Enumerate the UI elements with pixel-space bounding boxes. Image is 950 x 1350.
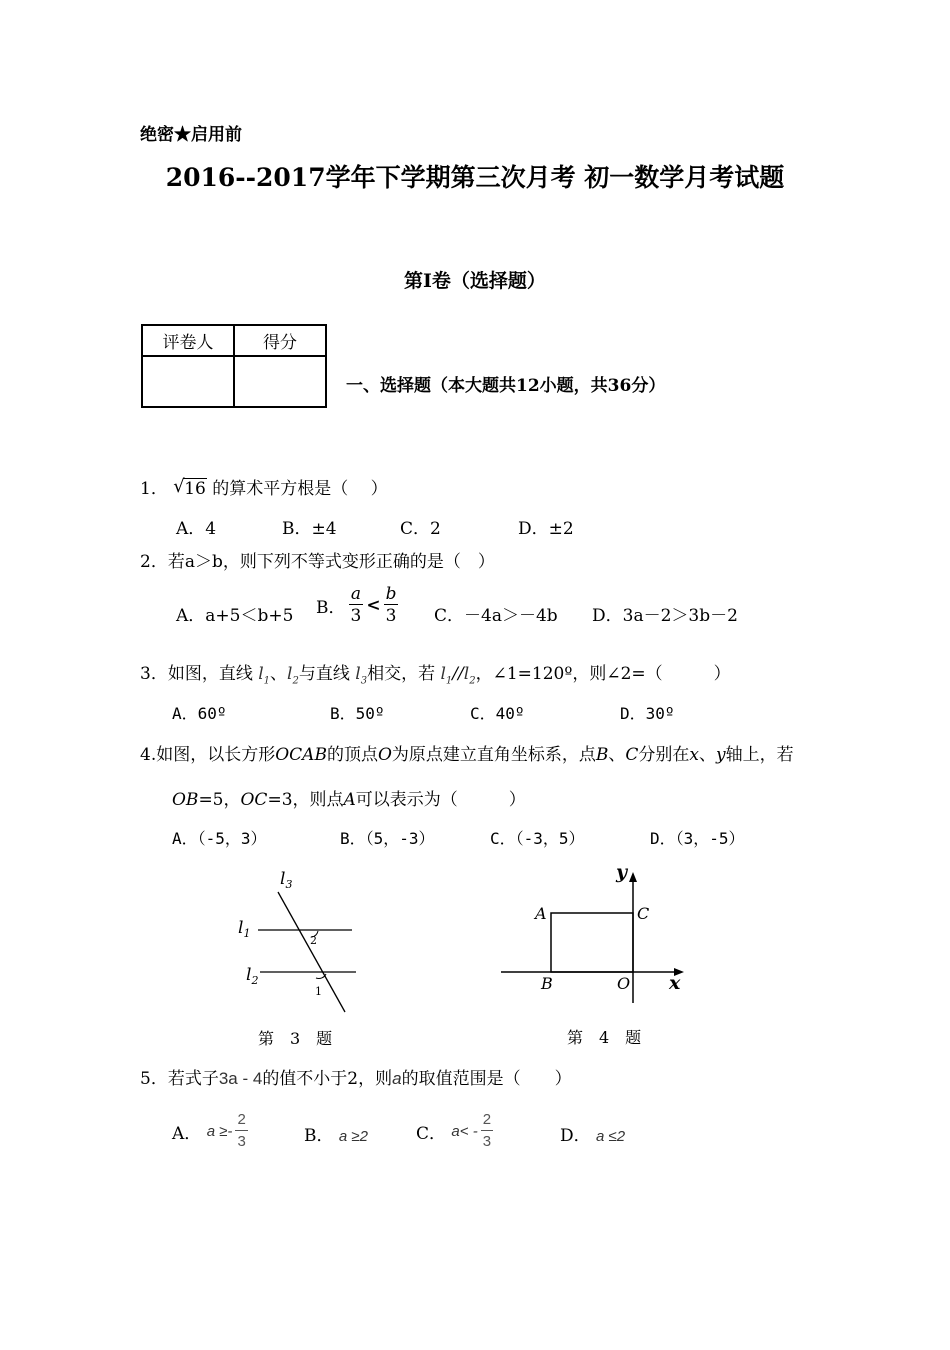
expression-3a-4: 3a - 4 — [218, 1069, 263, 1088]
q1-option-d: D．±2 — [518, 519, 574, 539]
q4-text-e: 轴上，若 — [725, 745, 794, 765]
q2-option-b — [316, 584, 401, 627]
question-2: 2．若a＞b，则下列不等式变形正确的是（ ） — [140, 552, 495, 572]
label-angle-1: 1 — [315, 985, 322, 998]
line-subscript: 3 — [360, 675, 368, 687]
line-l3 — [355, 664, 368, 687]
fraction-b-over-3 — [384, 584, 399, 627]
less-than-sign: < — [366, 595, 381, 616]
line-symbol: l — [355, 664, 361, 684]
line-subscript: 1 — [263, 675, 271, 687]
q4-text-a: 4.如图，以长方形 — [140, 745, 276, 765]
figure-4-caption: 第 4 题 — [567, 1028, 642, 1047]
q1-text: 的算术平方根是（ ） — [212, 479, 388, 499]
line-subscript: 2 — [292, 675, 299, 687]
q3-option-c: C．40º — [470, 704, 525, 723]
sqrt-radicand: 16 — [184, 479, 206, 499]
volume-title: 第Ⅰ卷（选择题） — [404, 270, 546, 292]
figure-4 — [495, 855, 695, 1050]
label-a: A — [535, 904, 547, 923]
q4-text-c: 为原点建立直角坐标系，点 — [391, 745, 596, 765]
q4-option-c: C．（-3，5） — [490, 829, 585, 848]
axis-y: y — [716, 745, 726, 765]
q5-text-b: 的值不小于2，则 — [262, 1069, 393, 1089]
fraction-2-over-3 — [481, 1110, 493, 1153]
q5-text-c: 的取值范围是（ ） — [401, 1069, 572, 1089]
fraction-denominator: 3 — [384, 604, 399, 627]
segment-ob: OB — [172, 790, 199, 810]
line-subscript: 2 — [469, 675, 476, 687]
segment-oc: OC — [240, 790, 268, 810]
question-3 — [140, 659, 731, 686]
sqrt-icon: √ — [173, 476, 185, 497]
grader-cell — [142, 356, 234, 407]
fraction-a-over-3 — [349, 584, 364, 627]
line-symbol: l — [287, 664, 293, 684]
y-arrow-icon — [629, 872, 637, 882]
q5-option-c-expr: a< - — [451, 1123, 478, 1140]
fraction-numerator: 2 — [237, 1111, 246, 1128]
fraction-denominator: 3 — [350, 606, 362, 626]
q2-option-c: C．－4a＞－4b — [434, 606, 558, 626]
q4-text-d: 分别在 — [638, 745, 690, 765]
q5-option-a-label: A． — [172, 1124, 202, 1144]
variable-a: a — [392, 1069, 402, 1088]
q2-option-d: D．3a－2＞3b－2 — [592, 606, 738, 626]
q5-option-a — [172, 1110, 251, 1153]
sqrt-expression — [173, 478, 207, 499]
grader-table — [141, 324, 327, 408]
q5-option-d-expr: a ≤2 — [596, 1128, 626, 1145]
label-o: O — [617, 974, 631, 993]
fraction-numerator: b — [385, 584, 397, 604]
q1-number: 1． — [140, 479, 168, 499]
line-p2 — [463, 664, 476, 687]
point-c: C — [625, 745, 639, 765]
label-angle-2: 2 — [310, 934, 317, 947]
q5-option-a-expr: a ≥- — [206, 1123, 233, 1140]
q3-text-d: ，∠1=120º，则∠2=（ ） — [475, 664, 731, 684]
label-b: B — [541, 974, 553, 993]
q3-option-a: A．60º — [172, 704, 227, 723]
score-header: 得分 — [234, 325, 326, 356]
q2-option-b-label: B． — [316, 598, 346, 618]
q3-option-b: B．50º — [330, 704, 385, 723]
q4-text-h: 可以表示为（ ） — [355, 790, 526, 810]
label-l3: $l_3$ — [280, 869, 293, 891]
parallel-symbol: // — [452, 664, 464, 684]
q1-option-a: A．4 — [176, 519, 217, 539]
figure-3-caption: 第 3 题 — [258, 1029, 333, 1048]
q4-sep2: 、 — [699, 745, 716, 765]
line-symbol: l — [258, 664, 264, 684]
q3-text-b: 与直线 — [298, 664, 356, 684]
label-l1: $l_1$ — [238, 918, 251, 940]
q5-option-d — [560, 1121, 625, 1146]
figure-3 — [230, 860, 380, 1050]
secret-label: 绝密★启用前 — [140, 125, 242, 145]
line-l3-drawing — [278, 892, 345, 1012]
grader-header: 评卷人 — [142, 325, 234, 356]
q5-option-b-label: B． — [304, 1126, 334, 1146]
q5-option-b — [304, 1121, 368, 1146]
question-4-line-2 — [172, 785, 526, 810]
point-o: O — [377, 745, 392, 765]
q4-sep: 、 — [608, 745, 626, 765]
question-4-line-1 — [140, 740, 794, 765]
q5-option-c-label: C． — [416, 1124, 447, 1144]
line-subscript: 1 — [445, 675, 453, 687]
fraction-numerator: a — [350, 584, 361, 604]
q4-text-f: =5， — [198, 790, 241, 810]
rect-name: OCAB — [275, 745, 327, 765]
q4-text-b: 的顶点 — [326, 745, 378, 765]
line-symbol: l — [463, 664, 470, 684]
q4-option-b: B．（5，-3） — [340, 829, 435, 848]
axis-x: x — [689, 745, 699, 765]
q3-option-d: D．30º — [620, 704, 675, 723]
q3-sep: 、 — [270, 664, 288, 684]
line-l1 — [258, 664, 271, 687]
page-title: 2016--2017学年下学期第三次月考 初一数学月考试题 — [165, 163, 785, 192]
q5-option-c — [416, 1110, 496, 1153]
question-5 — [140, 1064, 572, 1089]
q1-option-b: B．±4 — [282, 519, 337, 539]
q5-text-a: 5．若式子 — [140, 1069, 219, 1089]
point-b: B — [595, 745, 609, 765]
line-symbol: l — [440, 664, 446, 684]
q1-option-c: C．2 — [400, 519, 441, 539]
line-p1 — [440, 664, 453, 687]
question-1 — [140, 474, 388, 499]
fraction-2-over-3 — [235, 1110, 247, 1153]
label-y: y — [616, 861, 628, 883]
fraction-denominator: 3 — [481, 1130, 493, 1153]
fraction-denominator: 3 — [235, 1130, 247, 1153]
label-l2: $l_2$ — [246, 965, 259, 987]
label-c: C — [637, 904, 650, 923]
q5-option-d-label: D． — [560, 1126, 591, 1146]
fraction-numerator: 2 — [482, 1111, 492, 1128]
q3-text-c: 相交，若 — [367, 664, 441, 684]
q4-text-g: =3，则点 — [267, 790, 344, 810]
label-x: x — [669, 972, 681, 994]
rectangle-ocab — [551, 913, 633, 972]
line-l2 — [287, 664, 299, 687]
q4-option-a: A．（-5，3） — [172, 829, 267, 848]
point-a: A — [343, 790, 356, 810]
q4-option-d: D．（3，-5） — [650, 829, 745, 848]
q3-text-a: 3．如图，直线 — [140, 664, 259, 684]
q5-option-b-expr: a ≥2 — [338, 1128, 368, 1145]
score-cell — [234, 356, 326, 407]
section-title: 一、选择题（本大题共12小题，共36分） — [346, 376, 666, 396]
q2-option-a: A．a+5＜b+5 — [176, 606, 294, 626]
